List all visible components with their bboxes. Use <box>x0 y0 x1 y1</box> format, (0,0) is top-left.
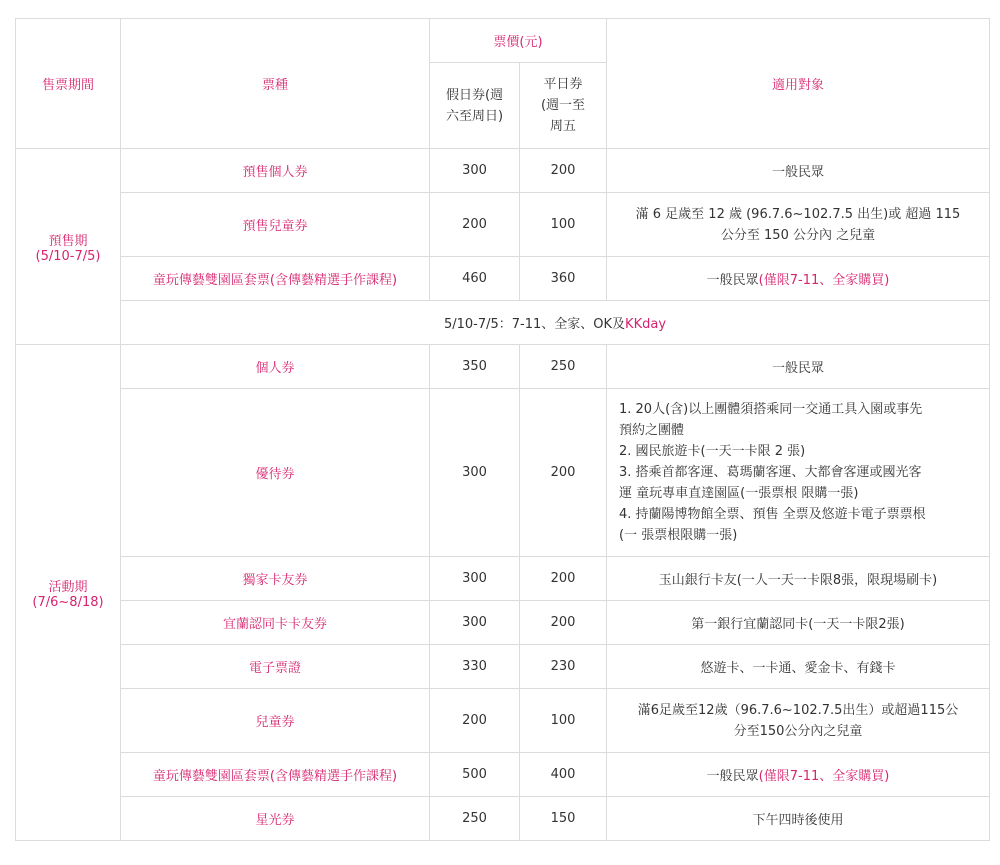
weekday-price: 200 <box>520 601 607 645</box>
ticket-name: 電子票證 <box>121 645 430 689</box>
audience <box>607 753 990 797</box>
audience-line: 預約之團體 <box>619 423 685 438</box>
holiday-price: 350 <box>430 345 520 389</box>
table-row <box>16 193 990 257</box>
table-row <box>16 345 990 389</box>
header-holiday-line1: 假日券(週 <box>445 87 504 103</box>
audience: 玉山銀行卡友(一人一天一卡限8張，限現場刷卡) <box>607 557 990 601</box>
header-audience: 適用對象 <box>607 19 990 149</box>
ticket-name: 兒童券 <box>121 689 430 753</box>
audience-line: 3. 搭乘首都客運、葛瑪蘭客運、大都會客運或國光客 <box>619 465 922 480</box>
sales-channel-text: 5/10-7/5：7-11、全家、OK及 <box>443 317 626 332</box>
event-period-dates: (7/6~8/18) <box>32 594 104 610</box>
audience-line: 1. 20人(含)以上團體須搭乘同一交通工具入園或事先 <box>619 402 923 417</box>
header-holiday-line2: 六至周日) <box>445 108 504 124</box>
weekday-price: 200 <box>520 149 607 193</box>
table-row <box>16 797 990 841</box>
holiday-price: 460 <box>430 257 520 301</box>
audience: 一般民眾 <box>607 345 990 389</box>
purchase-restriction-note: (僅限7-11、全家購買) <box>758 769 890 784</box>
audience <box>607 257 990 301</box>
holiday-price: 200 <box>430 689 520 753</box>
ticket-name: 星光券 <box>121 797 430 841</box>
ticket-price-table-wrapper <box>15 18 990 841</box>
holiday-price: 300 <box>430 601 520 645</box>
audience-line: 運 童玩專車直達園區(一張票根 限購一張) <box>619 486 859 501</box>
weekday-price: 200 <box>520 389 607 557</box>
table-row <box>16 557 990 601</box>
ticket-name: 童玩傳藝雙園區套票(含傳藝精選手作課程) <box>121 257 430 301</box>
audience: 第一銀行宜蘭認同卡(一天一卡限2張) <box>607 601 990 645</box>
weekday-price: 400 <box>520 753 607 797</box>
audience <box>607 689 990 753</box>
ticket-name: 童玩傳藝雙園區套票(含傳藝精選手作課程) <box>121 753 430 797</box>
header-row-1 <box>16 19 990 63</box>
presale-period-dates: (5/10-7/5) <box>35 248 101 264</box>
event-period-cell <box>16 345 121 841</box>
table-row <box>16 389 990 557</box>
audience: 悠遊卡、一卡通、愛金卡、有錢卡 <box>607 645 990 689</box>
audience-line: 滿 6 足歲至 12 歲 (96.7.6~102.7.5 出生)或 超過 115 <box>635 206 961 222</box>
sales-channel-row <box>16 301 990 345</box>
event-period-label: 活動期 <box>48 579 88 595</box>
header-weekday-ticket <box>520 63 607 149</box>
weekday-price: 360 <box>520 257 607 301</box>
table-row <box>16 601 990 645</box>
ticket-name: 預售個人券 <box>121 149 430 193</box>
audience-text: 一般民眾 <box>706 769 759 784</box>
purchase-restriction-note: (僅限7-11、全家購買) <box>758 273 890 288</box>
table-row <box>16 645 990 689</box>
weekday-price: 150 <box>520 797 607 841</box>
ticket-name: 預售兒童券 <box>121 193 430 257</box>
weekday-price: 100 <box>520 193 607 257</box>
audience-line: 4. 持蘭陽博物館全票、預售 全票及悠遊卡電子票票根 <box>619 507 926 522</box>
weekday-price: 200 <box>520 557 607 601</box>
ticket-name: 優待券 <box>121 389 430 557</box>
header-price: 票價(元) <box>430 19 607 63</box>
kkday-link[interactable]: KKday <box>625 317 667 332</box>
ticket-name: 獨家卡友券 <box>121 557 430 601</box>
table-row <box>16 257 990 301</box>
ticket-name: 個人券 <box>121 345 430 389</box>
audience-line: 分至150公分內之兒童 <box>733 723 863 739</box>
audience-line: 公分至 150 公分內 之兒童 <box>720 227 876 243</box>
table-row <box>16 149 990 193</box>
audience <box>607 389 990 557</box>
holiday-price: 300 <box>430 149 520 193</box>
header-weekday-line3: 周五 <box>549 119 576 134</box>
weekday-price: 230 <box>520 645 607 689</box>
header-weekday-line1: 平日券 <box>543 77 583 92</box>
ticket-price-table <box>15 18 990 841</box>
weekday-price: 100 <box>520 689 607 753</box>
weekday-price: 250 <box>520 345 607 389</box>
presale-period-label: 預售期 <box>48 233 88 249</box>
table-row <box>16 753 990 797</box>
ticket-name: 宜蘭認同卡卡友券 <box>121 601 430 645</box>
audience-text: 一般民眾 <box>706 273 759 288</box>
header-sale-period: 售票期間 <box>16 19 121 149</box>
holiday-price: 200 <box>430 193 520 257</box>
audience-line: 2. 國民旅遊卡(一天一卡限 2 張) <box>619 444 806 459</box>
holiday-price: 500 <box>430 753 520 797</box>
audience: 一般民眾 <box>607 149 990 193</box>
table-row <box>16 689 990 753</box>
audience-line: (一 張票根限購一張) <box>619 528 738 543</box>
header-holiday-ticket <box>430 63 520 149</box>
sales-channel-cell <box>121 301 990 345</box>
holiday-price: 330 <box>430 645 520 689</box>
audience: 下午四時後使用 <box>607 797 990 841</box>
audience-line: 滿6足歲至12歲（96.7.6~102.7.5出生）或超過115公 <box>637 702 959 718</box>
audience <box>607 193 990 257</box>
holiday-price: 300 <box>430 557 520 601</box>
holiday-price: 250 <box>430 797 520 841</box>
presale-period-cell <box>16 149 121 345</box>
header-weekday-line2: (週一至 <box>540 98 586 113</box>
holiday-price: 300 <box>430 389 520 557</box>
header-ticket-type: 票種 <box>121 19 430 149</box>
